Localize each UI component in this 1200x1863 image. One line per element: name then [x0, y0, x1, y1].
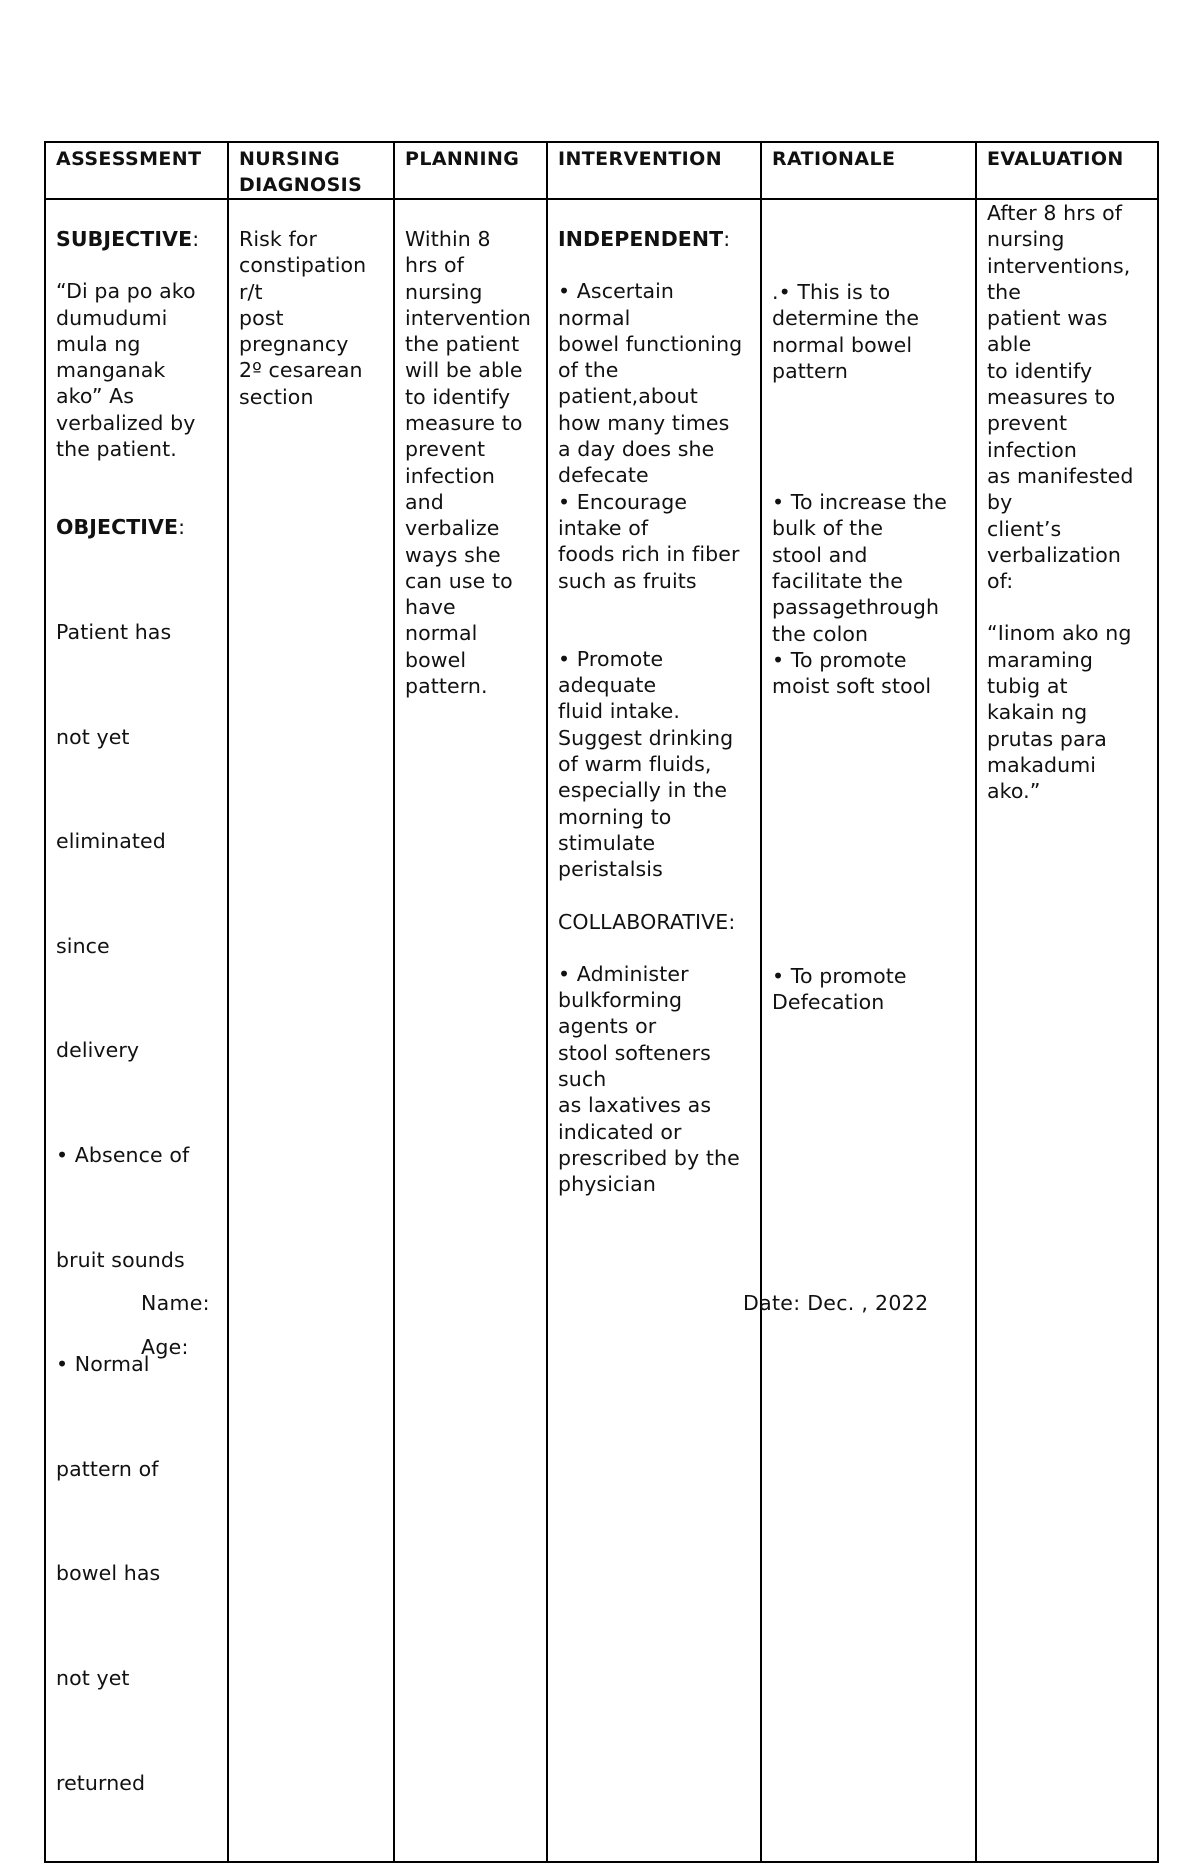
intervention-cell [547, 199, 761, 1862]
collaborative-label: COLLABORATIVE: [558, 909, 736, 934]
intervention-item-4: • Administer bulkforming agents or stool softeners such as laxatives as indicated or prescribed by the physician [558, 961, 740, 1197]
objective-line: bowel has [56, 1561, 161, 1586]
subjective-label: SUBJECTIVE [56, 227, 193, 251]
nursing-diagnosis-cell [228, 199, 394, 1862]
rationale-item-3: • To promote moist soft stool [772, 647, 932, 699]
header-rationale: RATIONALE [761, 142, 976, 199]
objective-heading: OBJECTIVE: [56, 515, 186, 540]
content-row [45, 199, 1158, 1862]
objective-line: • Normal [56, 1352, 150, 1377]
assessment-cell [45, 199, 228, 1862]
nursing-diagnosis-text: Risk for constipation r/t post pregnancy 2º cesarean section [239, 227, 367, 409]
name-label: Name: [141, 1291, 210, 1315]
date-label: Date: Dec. , 2022 [743, 1291, 929, 1315]
header-intervention: INTERVENTION [547, 142, 761, 199]
objective-line: returned [56, 1770, 146, 1795]
rationale-cell [761, 199, 976, 1862]
intervention-item-2: • Encourage intake of foods rich in fiber such as fruits [558, 489, 740, 593]
header-row [45, 142, 1158, 199]
nursing-care-plan-table [44, 141, 1159, 1863]
evaluation-cell [976, 199, 1158, 1862]
rationale-item-4: • To promote Defecation [772, 963, 907, 1014]
objective-line: eliminated [56, 829, 166, 854]
header-nursing-diagnosis: NURSING DIAGNOSIS [228, 142, 394, 199]
subjective-heading: SUBJECTIVE: [56, 227, 200, 251]
independent-heading: INDEPENDENT: [558, 227, 731, 251]
intervention-item-3: • Promote adequate fluid intake. Suggest drinking of warm fluids, especially in the morning to stimulate peristalsis [558, 646, 734, 882]
objective-line: • Absence of [56, 1142, 190, 1167]
rationale-item-2: • To increase the bulk of the stool and facilitate the passagethrough the colon [772, 490, 947, 646]
objective-line: delivery [56, 1038, 140, 1063]
planning-cell [394, 199, 547, 1862]
evaluation-quote: “Iinom ako ng maraming tubig at kakain ng prutas para makadumi ako.” [987, 621, 1132, 804]
rationale-item-1: .• This is to determine the normal bowel pattern [772, 280, 920, 383]
objective-line: not yet [56, 1665, 130, 1690]
header-assessment: ASSESSMENT [45, 142, 228, 199]
objective-line: since [56, 933, 110, 958]
header-evaluation: EVALUATION [976, 142, 1158, 199]
objective-list [56, 554, 219, 1861]
objective-line: pattern of [56, 1456, 159, 1481]
subjective-text: “Di pa po ako dumudumi mula ng manganak ako” As verbalized by the patient. [56, 279, 196, 462]
intervention-item-1: • Ascertain normal bowel functioning of the patient,about how many times a day does she defecate [558, 279, 743, 488]
age-label: Age: [141, 1335, 189, 1359]
objective-line: not yet [56, 724, 130, 749]
header-planning: PLANNING [394, 142, 547, 199]
objective-line: Patient has [56, 619, 172, 644]
planning-text: Within 8 hrs of nursing intervention the patient will be able to identify measure to prevent infection and verbalize ways she can use to have normal bowel pattern. [405, 227, 531, 699]
evaluation-text: After 8 hrs of nursing interventions, the patient was able to identify measures to prevent infection as manifested by client’s verbalization of: [987, 201, 1134, 594]
objective-label: OBJECTIVE [56, 515, 179, 540]
objective-line: bruit sounds [56, 1247, 185, 1272]
independent-label: INDEPENDENT [558, 227, 724, 251]
